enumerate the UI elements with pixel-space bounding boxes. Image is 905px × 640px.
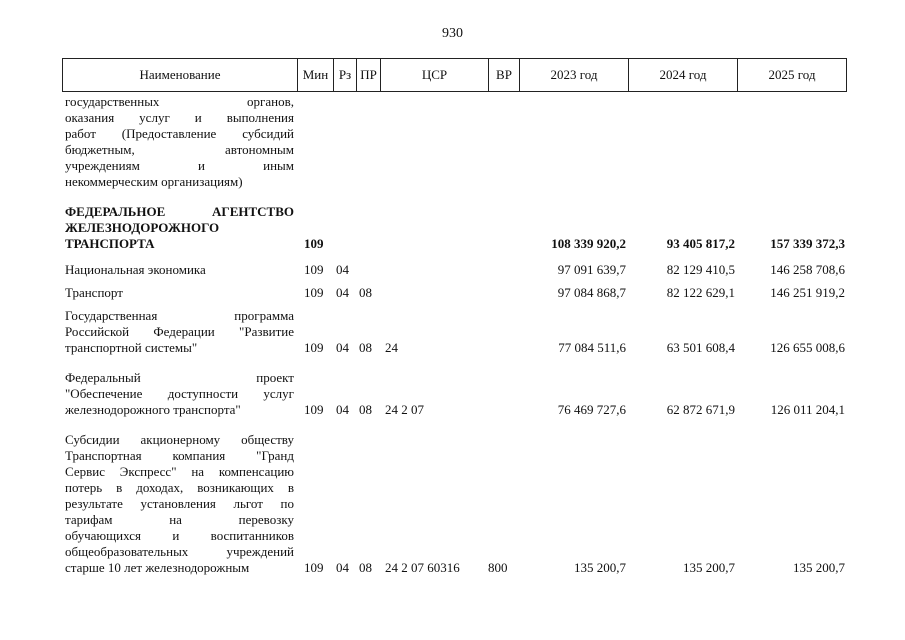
row-y2024: 82 122 629,1 [666, 285, 735, 300]
row-min: 109 [304, 236, 324, 251]
row-y2024: 82 129 410,5 [666, 262, 735, 277]
row-name-line: потерь в доходах, возникающих в [65, 480, 294, 495]
row-name [65, 262, 294, 278]
row-name-line: ТРАНСПОРТА [65, 236, 155, 251]
header-rz: Рз [333, 59, 356, 91]
row-name-line: государственных органов, [65, 94, 294, 109]
row-y2024: 63 501 608,4 [666, 340, 735, 355]
header-pr: ПР [356, 59, 380, 91]
table-row [62, 308, 847, 356]
row-name-line: "Обеспечение доступности услуг [65, 386, 294, 401]
row-y2025: 157 339 372,3 [770, 236, 845, 251]
row-y2025: 146 258 708,6 [770, 262, 845, 277]
row-name-line: тарифам на перевозку [65, 512, 294, 527]
header-csr: ЦСР [380, 59, 488, 91]
row-name-line: Субсидии акционерному обществу [65, 432, 294, 447]
row-name-line: Сервис Экспресс" на компенсацию [65, 464, 294, 479]
table-header [62, 58, 847, 92]
row-vr: 800 [488, 560, 508, 575]
row-csr: 24 2 07 [385, 402, 424, 417]
row-rz: 04 [336, 402, 349, 417]
row-rz: 04 [336, 285, 349, 300]
row-name-line: обучающихся и воспитанников [65, 528, 294, 543]
row-pr: 08 [359, 340, 372, 355]
row-name [65, 370, 294, 418]
row-y2024: 62 872 671,9 [666, 402, 735, 417]
row-min: 109 [304, 560, 324, 575]
row-name-line: результате установления льгот по [65, 496, 294, 511]
header-2025: 2025 год [737, 59, 846, 91]
row-name [65, 432, 294, 576]
row-name-line: оказания услуг и выполнения [65, 110, 294, 125]
row-y2025: 135 200,7 [793, 560, 845, 575]
row-y2023: 97 084 868,7 [557, 285, 626, 300]
header-name: Наименование [139, 67, 221, 82]
row-min: 109 [304, 340, 324, 355]
row-name-line: транспортной системы" [65, 340, 198, 355]
row-name-line: Федеральный проект [65, 370, 294, 385]
row-csr: 24 [385, 340, 398, 355]
row-name-line: Российской Федерации "Развитие [65, 324, 294, 339]
row-name-line: ЖЕЛЕЗНОДОРОЖНОГО [65, 220, 220, 235]
row-y2025: 126 655 008,6 [770, 340, 845, 355]
table-row [62, 370, 847, 418]
row-name-line: Национальная экономика [65, 262, 206, 277]
table-row [62, 204, 847, 252]
row-name [65, 308, 294, 356]
header-vr: ВР [488, 59, 519, 91]
page-number: 930 [442, 26, 463, 41]
row-y2023: 135 200,7 [574, 560, 626, 575]
row-y2023: 97 091 639,7 [557, 262, 626, 277]
table-row [62, 432, 847, 576]
row-pr: 08 [359, 285, 372, 300]
row-y2024: 135 200,7 [683, 560, 735, 575]
row-min: 109 [304, 262, 324, 277]
row-name-line: ФЕДЕРАЛЬНОЕ АГЕНТСТВО [65, 204, 294, 219]
row-rz: 04 [336, 560, 349, 575]
row-y2023: 77 084 511,6 [558, 340, 626, 355]
row-min: 109 [304, 402, 324, 417]
table-row [62, 285, 847, 301]
row-name-line: бюджетным, автономным [65, 142, 294, 157]
row-name-line: Транспорт [65, 285, 123, 300]
header-min: Мин [297, 59, 333, 91]
row-rz: 04 [336, 262, 349, 277]
row-name-line: старше 10 лет железнодорожным [65, 560, 250, 575]
row-name-line: некоммерческим организациям) [65, 174, 243, 189]
row-name-line: общеобразовательных учреждений [65, 544, 294, 559]
row-name-line: железнодорожного транспорта" [65, 402, 241, 417]
row-rz: 04 [336, 340, 349, 355]
row-pr: 08 [359, 402, 372, 417]
row-name [65, 94, 294, 190]
row-name-line: учреждениям и иным [65, 158, 294, 173]
row-csr: 24 2 07 60316 [385, 560, 460, 575]
row-y2025: 126 011 204,1 [770, 402, 845, 417]
row-name-line: Транспортная компания "Гранд [65, 448, 294, 463]
row-y2023: 108 339 920,2 [551, 236, 626, 251]
row-y2025: 146 251 919,2 [770, 285, 845, 300]
row-name [65, 285, 294, 301]
row-name-line: работ (Предоставление субсидий [65, 126, 294, 141]
row-y2024: 93 405 817,2 [666, 236, 735, 251]
row-name [65, 204, 294, 252]
table-row [62, 262, 847, 278]
row-name-line: Государственная программа [65, 308, 294, 323]
table-row [62, 94, 847, 190]
header-2023: 2023 год [519, 59, 628, 91]
row-min: 109 [304, 285, 324, 300]
row-y2023: 76 469 727,6 [557, 402, 626, 417]
row-pr: 08 [359, 560, 372, 575]
header-2024: 2024 год [628, 59, 737, 91]
